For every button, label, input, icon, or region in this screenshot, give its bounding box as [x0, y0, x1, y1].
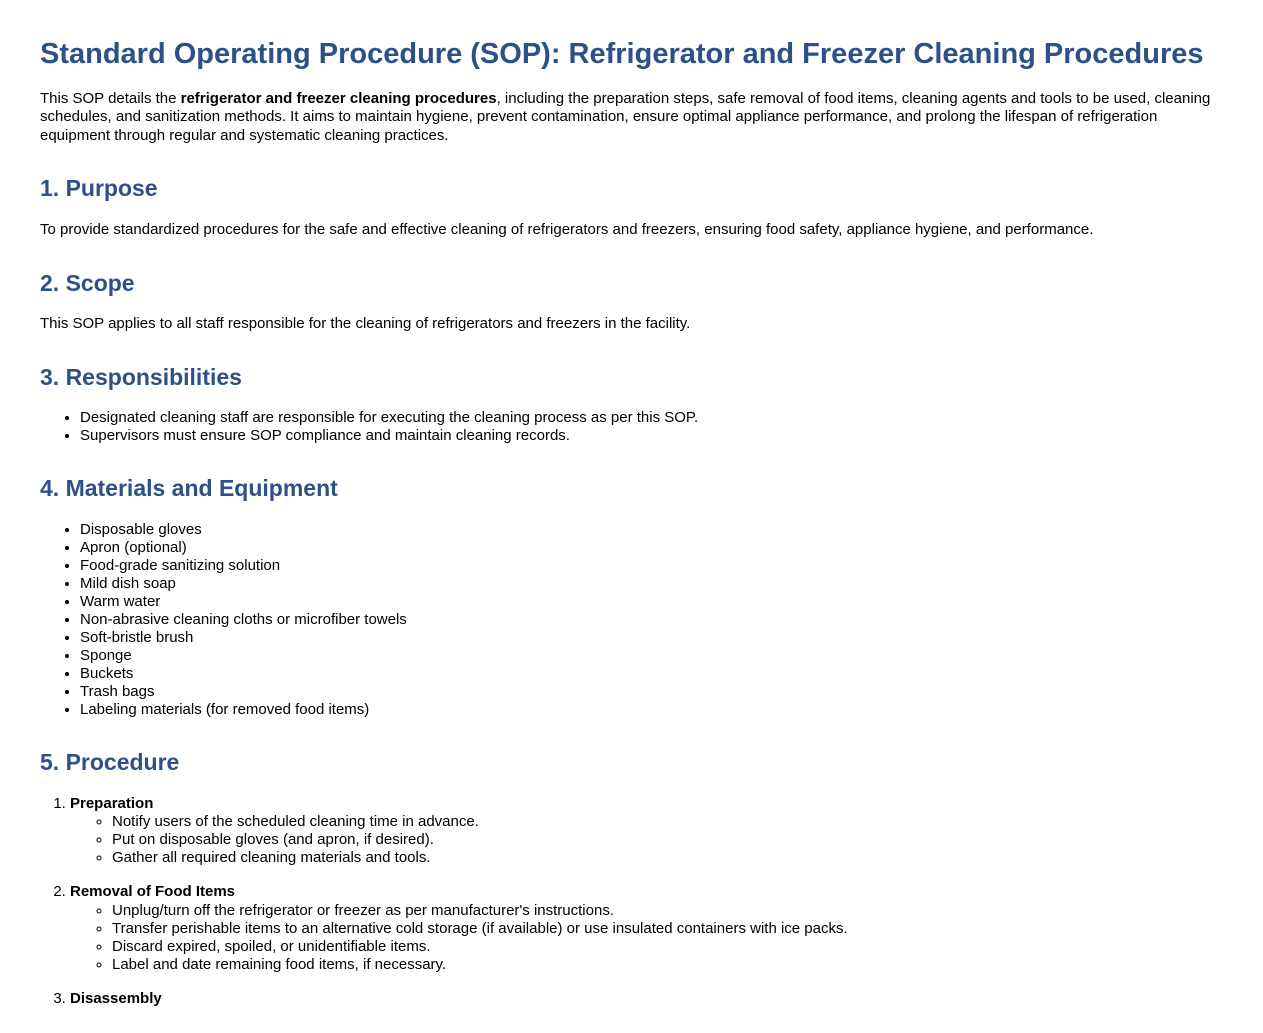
procedure-step — [70, 795, 1223, 868]
intro-text-after: , including the preparation steps, safe removal of food items, cleaning agents and tools to be used, cleaning schedules, and sanitization methods. It aims to maintain hygiene, prevent contamination, ensure optimal appliance performance, and prolong the lifespan of refrigeration equipment through regular and systematic cleaning practices. — [40, 89, 1211, 144]
responsibilities-list — [40, 409, 1223, 445]
list-item: ◦ Transfer perishable items to an alternative cold storage (if available) or use insulated containers with ice packs. — [112, 920, 1223, 938]
scope-paragraph: This SOP applies to all staff responsible for the cleaning of refrigerators and freezers in the facility. — [40, 315, 691, 333]
procedure-substeps — [70, 902, 1223, 974]
list-item: • Mild dish soap — [80, 575, 1223, 593]
list-item: • Designated cleaning staff are responsible for executing the cleaning process as per this SOP. — [80, 409, 1223, 427]
page-title: Standard Operating Procedure (SOP): Refrigerator and Freezer Cleaning Procedures — [40, 38, 1204, 70]
list-item: ◦ Gather all required cleaning materials and tools. — [112, 849, 1223, 867]
procedure-step — [70, 990, 1223, 1009]
list-item: • Food-grade sanitizing solution — [80, 557, 1223, 575]
list-item: • Non-abrasive cleaning cloths or microfiber towels — [80, 611, 1223, 629]
list-item: • Apron (optional) — [80, 539, 1223, 557]
section-heading-procedure: 5. Procedure — [40, 749, 180, 776]
list-item: ◦ Unplug/turn off the refrigerator or freezer as per manufacturer's instructions. — [112, 902, 1223, 920]
materials-list — [40, 521, 1223, 719]
procedure-substeps — [70, 813, 1223, 867]
procedure-step-title: Preparation — [70, 794, 154, 812]
section-heading-materials: 4. Materials and Equipment — [40, 475, 338, 502]
purpose-paragraph: To provide standardized procedures for the safe and effective cleaning of refrigerators and freezers, ensuring food safety, appliance hygiene, and performance. — [40, 221, 1094, 239]
list-item: • Buckets — [80, 665, 1223, 683]
procedure-step-title: Removal of Food Items — [70, 883, 236, 901]
list-item: • Disposable gloves — [80, 521, 1223, 539]
intro-text-before: This SOP details the — [40, 89, 181, 107]
list-item: ◦ Discard expired, spoiled, or unidentifiable items. — [112, 938, 1223, 956]
list-item: • Trash bags — [80, 683, 1223, 701]
intro-bold-phrase: refrigerator and freezer cleaning procedures — [180, 89, 497, 107]
list-item: • Soft-bristle brush — [80, 629, 1223, 647]
list-item: ◦ Notify users of the scheduled cleaning time in advance. — [112, 813, 1223, 831]
list-item: • Warm water — [80, 593, 1223, 611]
list-item: ◦ Label and date remaining food items, if necessary. — [112, 956, 1223, 974]
intro-paragraph — [40, 90, 1223, 146]
list-item: ◦ Put on disposable gloves (and apron, if desired). — [112, 831, 1223, 849]
list-item: • Labeling materials (for removed food items) — [80, 701, 1223, 719]
procedure-step — [70, 883, 1223, 974]
list-item: • Supervisors must ensure SOP compliance and maintain cleaning records. — [80, 427, 1223, 445]
procedure-steps — [40, 795, 1223, 1009]
procedure-step-title: Disassembly — [70, 989, 162, 1007]
section-heading-responsibilities: 3. Responsibilities — [40, 363, 242, 390]
list-item: • Sponge — [80, 647, 1223, 665]
section-heading-scope: 2. Scope — [40, 269, 135, 296]
section-heading-purpose: 1. Purpose — [40, 175, 158, 202]
